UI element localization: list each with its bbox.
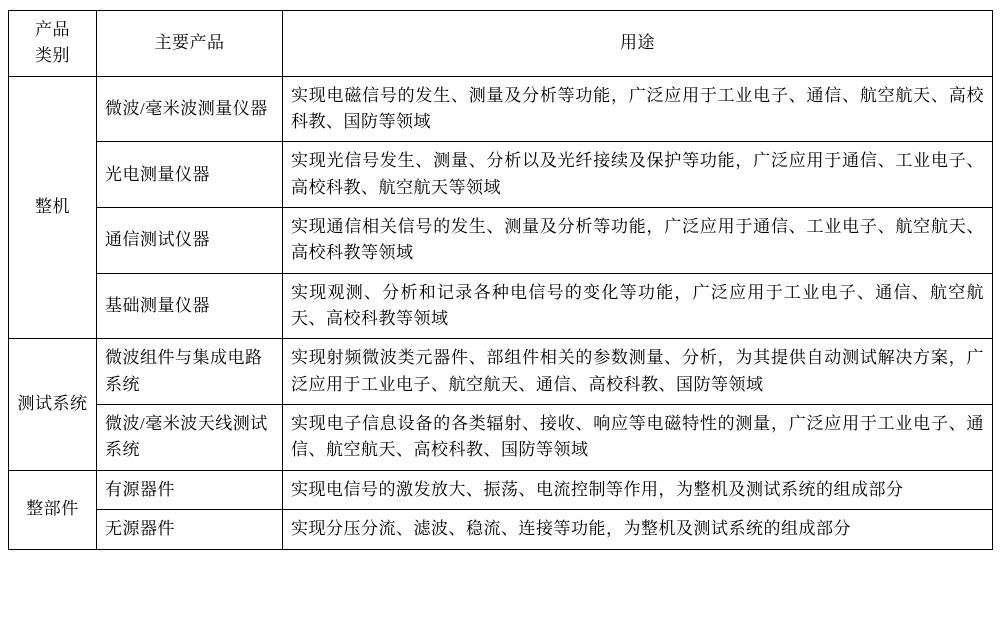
table-body: [9, 76, 993, 549]
product-cell: 有源器件: [97, 470, 283, 509]
usage-cell: 实现电子信息设备的各类辐射、接收、响应等电磁特性的测量，广泛应用于工业电子、通信、航空航天、高校科教、国防等领域: [283, 405, 993, 471]
table-row: [9, 339, 993, 405]
usage-cell: 实现射频微波类元器件、部组件相关的参数测量、分析，为其提供自动测试解决方案，广泛应用于工业电子、航空航天、通信、高校科教、国防等领域: [283, 339, 993, 405]
category-cell-group-1: 整机: [9, 76, 97, 339]
usage-cell: 实现电磁信号的发生、测量及分析等功能，广泛应用于工业电子、通信、航空航天、高校科教、国防等领域: [283, 76, 993, 142]
product-cell: 基础测量仪器: [97, 273, 283, 339]
table-row: [9, 470, 993, 509]
category-cell-group-3: 整部件: [9, 470, 97, 549]
header-category-line1: 产品: [35, 20, 70, 39]
product-cell: 微波/毫米波测量仪器: [97, 76, 283, 142]
table-row: [9, 76, 993, 142]
header-cell-category: [9, 11, 97, 77]
usage-cell: 实现分压分流、滤波、稳流、连接等功能，为整机及测试系统的组成部分: [283, 510, 993, 549]
table-header-row: [9, 11, 993, 77]
usage-cell: 实现观测、分析和记录各种电信号的变化等功能，广泛应用于工业电子、通信、航空航天、高校科教等领域: [283, 273, 993, 339]
header-cell-main-product: 主要产品: [97, 11, 283, 77]
product-category-table: [8, 10, 993, 550]
product-cell: 通信测试仪器: [97, 208, 283, 274]
table-row: [9, 405, 993, 471]
usage-cell: 实现通信相关信号的发生、测量及分析等功能，广泛应用于通信、工业电子、航空航天、高校科教等领域: [283, 208, 993, 274]
product-cell: 无源器件: [97, 510, 283, 549]
usage-cell: 实现电信号的激发放大、振荡、电流控制等作用，为整机及测试系统的组成部分: [283, 470, 993, 509]
category-cell-group-2: 测试系统: [9, 339, 97, 470]
table-row: [9, 510, 993, 549]
product-cell: 微波/毫米波天线测试系统: [97, 405, 283, 471]
table-row: [9, 208, 993, 274]
header-category-line2: 类别: [35, 46, 70, 66]
product-cell: 光电测量仪器: [97, 142, 283, 208]
table-row: [9, 142, 993, 208]
header-cell-usage: 用途: [283, 11, 993, 77]
table-row: [9, 273, 993, 339]
usage-cell: 实现光信号发生、测量、分析以及光纤接续及保护等功能，广泛应用于通信、工业电子、高校科教、航空航天等领域: [283, 142, 993, 208]
product-cell: 微波组件与集成电路系统: [97, 339, 283, 405]
